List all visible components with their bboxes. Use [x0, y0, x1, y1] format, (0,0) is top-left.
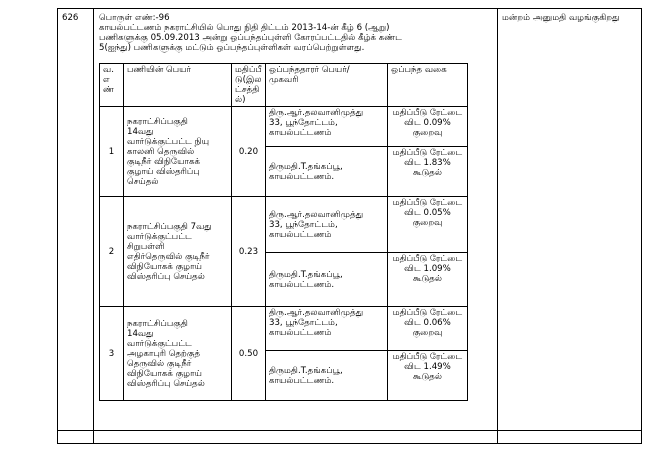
cell-text-line: திரு.ஆர்.தலவானிமுத்து	[269, 209, 364, 220]
cell-text-line: காயல்பட்டணம்.	[269, 279, 335, 290]
council-decision: மன்றம் அனுமதி வழங்குகிறது	[502, 13, 620, 23]
rate-cell	[388, 307, 468, 351]
cell-text-line: 14வது	[127, 126, 154, 137]
cell-text-line: விஸ்தரிப்பு செய்தல்	[127, 271, 205, 282]
cell-text-line: வ.	[103, 65, 114, 75]
cell-text-line: நகராட்சிப்பகுதி	[127, 318, 188, 329]
serial-number: 626	[62, 13, 79, 23]
work-description	[124, 307, 232, 401]
cell-text-line: மதிப்பீடு ரேட்டை	[392, 108, 463, 118]
estimate-value: 0.23	[232, 197, 266, 307]
cell-text-line: மதிப்பீடு ரேட்டை	[392, 352, 463, 362]
header-serial	[100, 64, 124, 107]
cell-text-line: விட 1.09%	[404, 264, 451, 274]
cell-text-line: பணியின் பெயர்	[127, 65, 192, 75]
cell-text-line: தெருவில் குடிநீர்	[127, 358, 192, 369]
cell-text-line: 33, பூந்தோட்டம்,	[269, 219, 338, 230]
rate-cell	[388, 147, 468, 197]
cell-text-line: ண்	[103, 85, 114, 95]
table-header-row	[100, 64, 468, 107]
cell-text-line: திரு.ஆர்.தலவானிமுத்து	[269, 108, 364, 118]
cell-text-line: மதிப்பீடு ரேட்டை	[392, 308, 463, 318]
table-row	[100, 107, 468, 147]
cell-text-line: காயல்பட்டணம்.	[269, 171, 335, 182]
row-serial: 3	[100, 307, 124, 401]
rate-cell	[388, 107, 468, 147]
cell-text-line: சிறுபள்ளி	[127, 241, 165, 252]
estimate-value: 0.50	[232, 307, 266, 401]
cell-text-line: கூடுதல்	[412, 274, 443, 284]
header-contractor	[266, 64, 388, 107]
cell-text-line: விட 0.06%	[404, 318, 451, 328]
table-row	[100, 197, 468, 253]
work-description	[124, 197, 232, 307]
cell-text-line: விஸ்தரிப்பு செய்தல்	[127, 378, 205, 389]
rate-cell	[388, 197, 468, 253]
cell-text-line: குடிநீர் விநியோகக்	[127, 156, 201, 167]
cell-text-line: ஒப்பந்ததாரர் பெயர்/	[269, 65, 350, 75]
column-divider-serial	[93, 8, 94, 444]
cell-text-line: திரு.ஆர்.தலவானிமுத்து	[269, 308, 364, 318]
header-work-name	[124, 64, 232, 107]
contractor-cell	[266, 147, 388, 197]
cell-text-line: ல்)	[235, 95, 246, 105]
rate-cell	[388, 253, 468, 307]
cell-text-line: நகராட்சிப்பகுதி	[127, 116, 188, 127]
subject-number: பொருள் எண்:-96	[99, 13, 170, 23]
cell-text-line: வார்டுக்குட்பட்ட நியு	[127, 136, 210, 147]
cell-text-line: விநியோகக் குழாய்	[127, 368, 202, 379]
row-serial: 1	[100, 107, 124, 197]
cell-text-line: காலனி தெருவில்	[127, 146, 195, 157]
cell-text-line: எதிர்தெருவில் குடிநீர்	[127, 251, 210, 262]
cell-text-line: வார்டுக்குட்பட்ட	[127, 231, 192, 242]
rate-cell	[388, 351, 468, 401]
cell-text-line: எ	[103, 75, 110, 85]
cell-text-line: மதிப்பீடு ரேட்டை	[392, 198, 463, 208]
cell-text-line: மதிப்பீடு ரேட்டை	[392, 148, 463, 158]
cell-text-line: விட 1.49%	[404, 362, 451, 372]
cell-text-line: விட 0.09%	[404, 118, 451, 128]
cell-text-line: கூடுதல்	[412, 372, 443, 382]
cell-text-line: அழகாபுரி தெற்குத்	[127, 348, 201, 359]
cell-text-line: குறைவு	[412, 328, 443, 338]
cell-text-line: ட்சத்தி	[235, 85, 260, 95]
contractor-cell	[266, 351, 388, 401]
cell-text-line: திருமதி.T.தங்கப்பூ,	[269, 269, 343, 280]
cell-text-line: குறைவு	[412, 218, 443, 228]
cell-text-line: விட 0.05%	[404, 208, 451, 218]
cell-text-line: காயல்பட்டணம்.	[269, 375, 335, 386]
cell-text-line: நகராட்சிப்பகுதி 7வது	[127, 221, 212, 232]
column-divider-remarks	[497, 8, 498, 444]
cell-text-line: திருமதி.T.தங்கப்பூ,	[269, 161, 343, 172]
paragraph-line: காயல்பட்டணம் நகராட்சியில் பொது நிதி திட்டம் 2013-14-ன் கீழ் 6 (ஆறு)	[99, 23, 390, 33]
cell-text-line: 14வது	[127, 328, 154, 339]
cell-text-line: காயல்பட்டணம்	[269, 328, 332, 338]
contractor-cell	[266, 307, 388, 351]
cell-text-line: டு(இல	[235, 75, 262, 85]
table-row	[100, 307, 468, 351]
cell-text-line: விட 1.83%	[404, 158, 451, 168]
cell-text-line: ஒப்பந்த வகை	[391, 65, 447, 75]
header-contract-type	[388, 64, 468, 107]
cell-text-line: செய்தல்	[127, 176, 159, 187]
cell-text-line: திருமதி.T.தங்கப்பூ,	[269, 365, 343, 376]
contractor-cell	[266, 107, 388, 147]
cell-text-line: குறைவு	[412, 128, 443, 138]
cell-text-line: காயல்பட்டணம்	[269, 229, 332, 240]
row-serial: 2	[100, 197, 124, 307]
header-estimate	[232, 64, 266, 107]
cell-text-line: காயல்பட்டணம்	[269, 128, 332, 138]
bottom-rule	[57, 430, 642, 431]
estimate-value: 0.20	[232, 107, 266, 197]
paragraph-line: 5(ஐந்து) பணிகளுக்கு மட்டும் ஒப்பந்தப்புள்ளிகள் வரப்பெற்றுள்ளது.	[99, 43, 365, 53]
contractor-cell	[266, 253, 388, 307]
cell-text-line: மதிப்பீ	[235, 65, 262, 75]
cell-text-line: விநியோகக் குழாய்	[127, 261, 202, 272]
cell-text-line: கூடுதல்	[412, 168, 443, 178]
paragraph-line: பணிகளுக்கு 05.09.2013 அன்று ஒப்பந்தப்புள்ளி கோரப்பட்டதில் கீழ்க் கண்ட	[99, 33, 403, 43]
cell-text-line: மதிப்பீடு ரேட்டை	[392, 254, 463, 264]
tender-table	[99, 63, 468, 401]
cell-text-line: வார்டுக்குட்பட்ட	[127, 338, 192, 349]
cell-text-line: 33, பூந்தோட்டம்,	[269, 118, 338, 128]
cell-text-line: முகவரி	[269, 75, 299, 85]
work-description	[124, 107, 232, 197]
cell-text-line: 33, பூந்தோட்டம்,	[269, 318, 338, 328]
cell-text-line: குழாய் விஸ்தரிப்பு	[127, 166, 200, 177]
contractor-cell	[266, 197, 388, 253]
subject-paragraph	[99, 23, 497, 53]
